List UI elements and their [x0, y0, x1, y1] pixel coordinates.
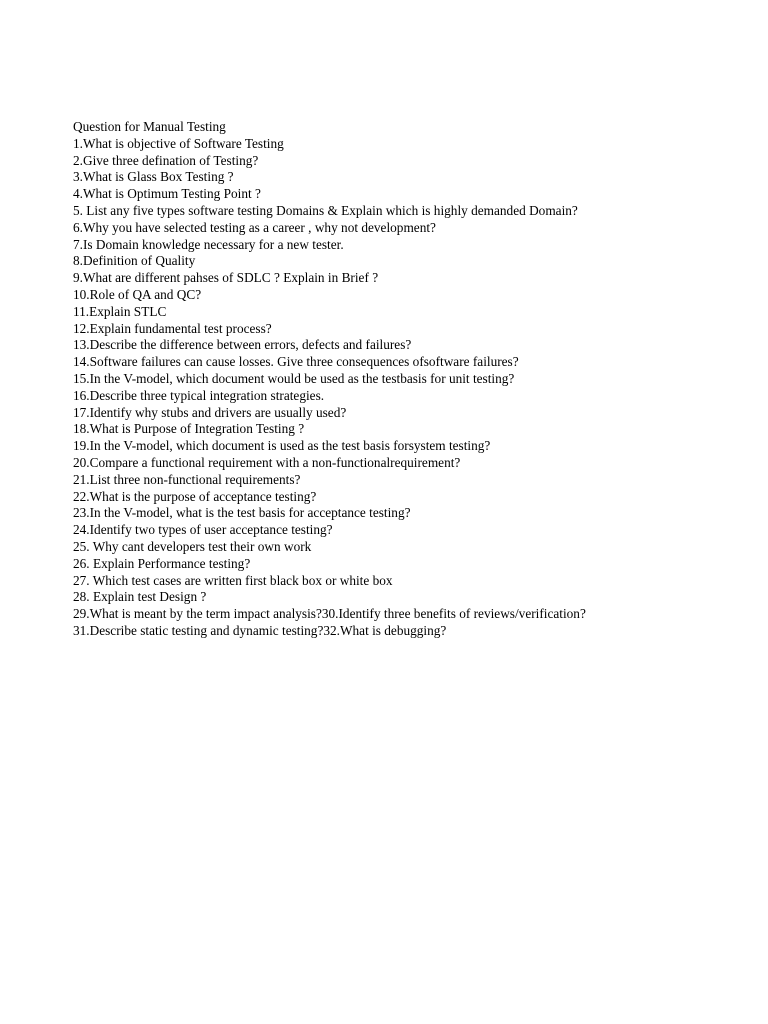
document-body: [73, 119, 753, 640]
question-line: 4.What is Optimum Testing Point ?: [73, 186, 261, 202]
question-line: 15.In the V-model, which document would be used as the testbasis for unit testing?: [73, 370, 515, 386]
question-line: 13.Describe the difference between errors, defects and failures?: [73, 337, 412, 353]
question-line: 27. Which test cases are written first black box or white box: [73, 572, 393, 588]
question-line: 9.What are different pahses of SDLC ? Explain in Brief ?: [73, 270, 379, 286]
question-line: 3.What is Glass Box Testing ?: [73, 169, 234, 185]
question-line: 6.Why you have selected testing as a career , why not development?: [73, 219, 436, 235]
question-line: 24.Identify two types of user acceptance testing?: [73, 522, 333, 538]
question-line: 23.In the V-model, what is the test basis for acceptance testing?: [73, 505, 411, 521]
question-line: 2.Give three defination of Testing?: [73, 152, 259, 168]
question-line: 5. List any five types software testing Domains & Explain which is highly demanded Domain?: [73, 202, 578, 218]
question-line: 28. Explain test Design ?: [73, 589, 207, 605]
question-line: 21.List three non-functional requirements?: [73, 471, 301, 487]
question-line: 20.Compare a functional requirement with a non-functionalrequirement?: [73, 454, 461, 470]
question-line: 8.Definition of Quality: [73, 253, 196, 269]
question-line: 12.Explain fundamental test process?: [73, 320, 272, 336]
question-line: 25. Why cant developers test their own work: [73, 538, 312, 554]
question-line: 19.In the V-model, which document is used as the test basis forsystem testing?: [73, 438, 491, 454]
question-line: 16.Describe three typical integration strategies.: [73, 387, 325, 403]
question-line: 11.Explain STLC: [73, 303, 167, 319]
question-line: 14.Software failures can cause losses. Give three consequences ofsoftware failures?: [73, 354, 519, 370]
question-line: 26. Explain Performance testing?: [73, 555, 251, 571]
question-line: 29.What is meant by the term impact analysis?30.Identify three benefits of reviews/verification?: [73, 606, 586, 622]
question-line: 18.What is Purpose of Integration Testing ?: [73, 421, 305, 437]
question-line: 17.Identify why stubs and drivers are usually used?: [73, 404, 347, 420]
question-line: 10.Role of QA and QC?: [73, 286, 202, 302]
question-line: 31.Describe static testing and dynamic testing?32.What is debugging?: [73, 622, 447, 638]
question-line: 1.What is objective of Software Testing: [73, 135, 284, 151]
question-line: 7.Is Domain knowledge necessary for a new tester.: [73, 236, 344, 252]
document-title: Question for Manual Testing: [73, 119, 226, 134]
question-line: 22.What is the purpose of acceptance testing?: [73, 488, 317, 504]
